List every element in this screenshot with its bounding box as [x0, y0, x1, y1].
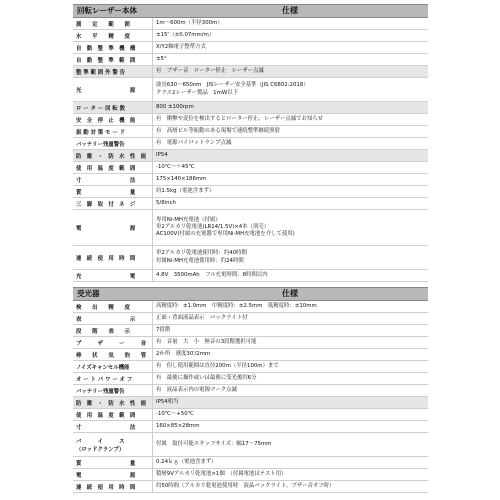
unit-row-label: バッテリー残量警告 — [76, 141, 125, 148]
unit-row-label: 整 準 範 囲 外 警 告 — [76, 69, 125, 76]
unit-row-value — [152, 66, 428, 77]
receiver-row-label: 検 出 精 度 — [76, 304, 130, 311]
unit-row-value — [152, 54, 428, 65]
unit-value-line: 専用Ni-MH充電池（付属） — [156, 216, 221, 223]
receiver-row-value — [152, 301, 428, 312]
receiver-row — [73, 433, 428, 457]
unit-row — [73, 138, 428, 150]
unit-spec-table — [73, 4, 428, 282]
unit-value-line: 有 衝撃や変位を検出するとローター停止、レーザー点滅でお知らせ — [156, 115, 323, 122]
unit-row — [73, 126, 428, 138]
unit-row-label: 振 動 対 策 モ ー ド — [76, 129, 125, 136]
label-line: バ イ ス — [76, 438, 125, 445]
receiver-value-line: 0.24ｋｇ（電池含まず） — [156, 458, 217, 465]
unit-value-line: X/Y2軸電子整準方式 — [156, 43, 206, 50]
receiver-value-line: 約50時間（アルカリ乾電池使用時 液晶バックライト、ブザー音オフ時） — [156, 482, 335, 489]
unit-value-line: -10℃～＋45℃ — [156, 163, 195, 170]
unit-value-line: 有 ブザー音 ローター停止 レーザー点滅 — [156, 67, 264, 74]
unit-row-value — [152, 30, 428, 41]
unit-row — [73, 174, 428, 186]
receiver-row-value — [152, 313, 428, 324]
unit-row-value — [152, 198, 428, 209]
unit-value-line: ±15″（±0.07mm/m） — [156, 31, 215, 38]
unit-row-value — [152, 210, 428, 245]
unit-row-value — [152, 114, 428, 125]
unit-row — [73, 210, 428, 246]
receiver-row-value — [152, 469, 428, 480]
receiver-row — [73, 325, 428, 337]
unit-row — [73, 30, 428, 42]
unit-row — [73, 162, 428, 174]
unit-row — [73, 54, 428, 66]
unit-row — [73, 198, 428, 210]
receiver-row — [73, 337, 428, 349]
unit-row-label: 光 源 — [76, 87, 136, 94]
receiver-row — [73, 421, 428, 433]
unit-value-line: AC100V(付属の充電器で専用Ni-MH充電池を介して使用) — [156, 231, 295, 238]
receiver-row — [73, 409, 428, 421]
receiver-row — [73, 469, 428, 481]
receiver-row-value — [152, 397, 428, 408]
unit-value-line: 4.8V 3500mAh フル充電時間：8時間以内 — [156, 271, 268, 278]
unit-row-label: 三 脚 取 付 ネ ジ — [76, 201, 136, 208]
unit-row-value — [152, 18, 428, 29]
unit-row-value — [152, 150, 428, 161]
receiver-value-line: 有 最後に操作或いは最後に受光後約6分 — [156, 374, 257, 381]
unit-value-line: IP54 — [156, 151, 168, 158]
receiver-value-line: 7段階 — [156, 326, 171, 333]
receiver-row-label — [73, 433, 152, 456]
unit-value-line: 有 電源パイロットランプ点滅 — [156, 139, 232, 146]
receiver-value-line: IP54相当 — [156, 398, 179, 405]
receiver-row-label: ノイズキャンセル機能 — [76, 364, 130, 371]
unit-row — [73, 66, 428, 78]
receiver-row-label: 使 用 温 度 範 囲 — [76, 412, 136, 419]
unit-row-label: 水 平 精 度 — [76, 33, 130, 40]
receiver-row-label: バッテリー残量警告 — [76, 388, 125, 395]
unit-row-label: 測 定 範 囲 — [76, 21, 130, 28]
unit-value-line: 波長630～650nm JISレーザー安全基準（JIS C6802:2018） — [156, 82, 309, 89]
unit-row-label: 連 続 使 用 時 間 — [76, 255, 136, 262]
unit-row — [73, 150, 428, 162]
unit-value-line: クラス2レーザー製品 1mW以下 — [156, 89, 238, 96]
unit-row-value — [152, 42, 428, 53]
receiver-value-line: 正面・背面液晶表示 バックライト付 — [156, 314, 248, 321]
unit-value-line: 単2アルカリ乾電池使用時：約40時間 — [156, 250, 247, 257]
receiver-row — [73, 313, 428, 325]
receiver-row-value — [152, 457, 428, 468]
receiver-value-line: 160×85×28mm — [156, 422, 200, 429]
receiver-row-label: 連 続 使 用 時 間 — [76, 484, 136, 491]
receiver-row-value — [152, 385, 428, 396]
unit-row-value — [152, 174, 428, 185]
receiver-row-value — [152, 481, 428, 492]
unit-row-label: 自 動 整 準 機 構 — [76, 45, 136, 52]
unit-row-value — [152, 246, 428, 269]
receiver-row-label: オ ー ト パ ワ ー オ フ — [76, 376, 133, 383]
receiver-value-line: 有 液晶表示内の電源マーク点滅 — [156, 386, 237, 393]
receiver-value-line: 2か所 感度30′/2mm — [156, 350, 211, 357]
unit-row — [73, 186, 428, 198]
receiver-value-line: 積層9Vアルカリ乾電池×1個 （付属電池はテスト用） — [156, 470, 287, 477]
unit-row-label: ロ ー タ ー 回 転 数 — [76, 105, 125, 112]
unit-row-value — [152, 186, 428, 197]
receiver-row — [73, 349, 428, 361]
receiver-row-value — [152, 421, 428, 432]
receiver-header — [73, 287, 428, 301]
receiver-row-label: 質 量 — [76, 460, 136, 467]
unit-value-line: 約1.5kg（電池含まず） — [156, 187, 215, 194]
unit-value-line: 1m～600m（半径300m） — [156, 19, 223, 26]
unit-row — [73, 18, 428, 30]
receiver-row-label: 段 階 表 示 — [76, 328, 130, 335]
receiver-row-label: 棒 状 気 泡 管 — [76, 352, 147, 359]
unit-row-label: 防 塵 ・ 防 水 性 能 — [76, 153, 147, 160]
receiver-row-label: 電 源 — [76, 472, 136, 479]
unit-row-label: 寸 法 — [76, 177, 136, 184]
receiver-row-label: 寸 法 — [76, 424, 136, 431]
receiver-row — [73, 397, 428, 409]
receiver-row — [73, 301, 428, 313]
receiver-row-value — [152, 337, 428, 348]
receiver-spec-table — [73, 287, 428, 493]
unit-row — [73, 246, 428, 270]
unit-header-spec: 仕様 — [282, 6, 298, 15]
unit-row-label: 使 用 温 度 範 囲 — [76, 165, 136, 172]
unit-value-line: ±5° — [156, 55, 167, 62]
unit-row — [73, 78, 428, 102]
unit-row-value — [152, 138, 428, 149]
unit-row-value — [152, 102, 428, 113]
receiver-value-line: -10℃～+50℃ — [156, 410, 194, 417]
unit-value-line: 5/8inch — [156, 199, 176, 206]
receiver-row — [73, 457, 428, 469]
receiver-row-value — [152, 433, 428, 456]
receiver-value-line: 高精度時：±1.0mm 中精度時：±2.5mm 低精度時：±10mm — [156, 302, 317, 309]
unit-row — [73, 270, 428, 282]
unit-row — [73, 114, 428, 126]
receiver-row — [73, 385, 428, 397]
receiver-rows — [73, 301, 428, 493]
unit-value-line: 175×140×186mm — [156, 175, 207, 182]
receiver-row-value — [152, 349, 428, 360]
receiver-value-line: 有 音量 大 小 無音の3段階選択可能 — [156, 338, 257, 345]
unit-value-line: 800 ±100rpm — [156, 103, 194, 110]
unit-row — [73, 102, 428, 114]
unit-row-value — [152, 126, 428, 137]
receiver-row-value — [152, 325, 428, 336]
unit-row-label: 自 動 整 準 範 囲 — [76, 57, 136, 64]
receiver-header-spec: 仕様 — [282, 289, 298, 298]
unit-header — [73, 4, 428, 18]
receiver-value-line: 有 但し使用範囲は直径200m（半径100m）まで — [156, 362, 279, 369]
unit-value-line: 有 高層ビル等振動のある現場で連続整準継続照射 — [156, 127, 280, 134]
unit-row-label: 充 電 — [76, 273, 136, 280]
unit-row-label: 安 全 停 止 機 能 — [76, 117, 136, 124]
receiver-header-label: 受光器 — [77, 289, 100, 298]
unit-row-value — [152, 78, 428, 101]
receiver-row-label: ブ ザ ー 音 — [76, 340, 147, 347]
receiver-row-value — [152, 409, 428, 420]
unit-rows — [73, 18, 428, 282]
unit-row-value — [152, 270, 428, 281]
receiver-value-line: 付属 取付可能スタッフサイズ：幅17～75mm — [156, 440, 272, 447]
unit-value-line: 付属Ni-MH充電池使用時：約24時間 — [156, 257, 244, 264]
unit-row-label: 質 量 — [76, 189, 136, 196]
unit-row-label: 電 源 — [76, 225, 136, 232]
label-line: （ロッドクランプ） — [76, 446, 125, 453]
receiver-row-label: 表 示 — [76, 316, 136, 323]
receiver-row-label: 防 塵 ・ 防 水 性 能 — [76, 400, 147, 407]
receiver-row-value — [152, 373, 428, 384]
unit-row-value — [152, 162, 428, 173]
unit-row — [73, 42, 428, 54]
receiver-row — [73, 481, 428, 493]
receiver-row-value — [152, 361, 428, 372]
unit-header-label: 回転レーザー本体 — [77, 6, 137, 15]
unit-value-line: 単2アルカリ乾電池(LR14/1.5V)×4本（別売） — [156, 223, 270, 230]
receiver-row — [73, 373, 428, 385]
receiver-row — [73, 361, 428, 373]
